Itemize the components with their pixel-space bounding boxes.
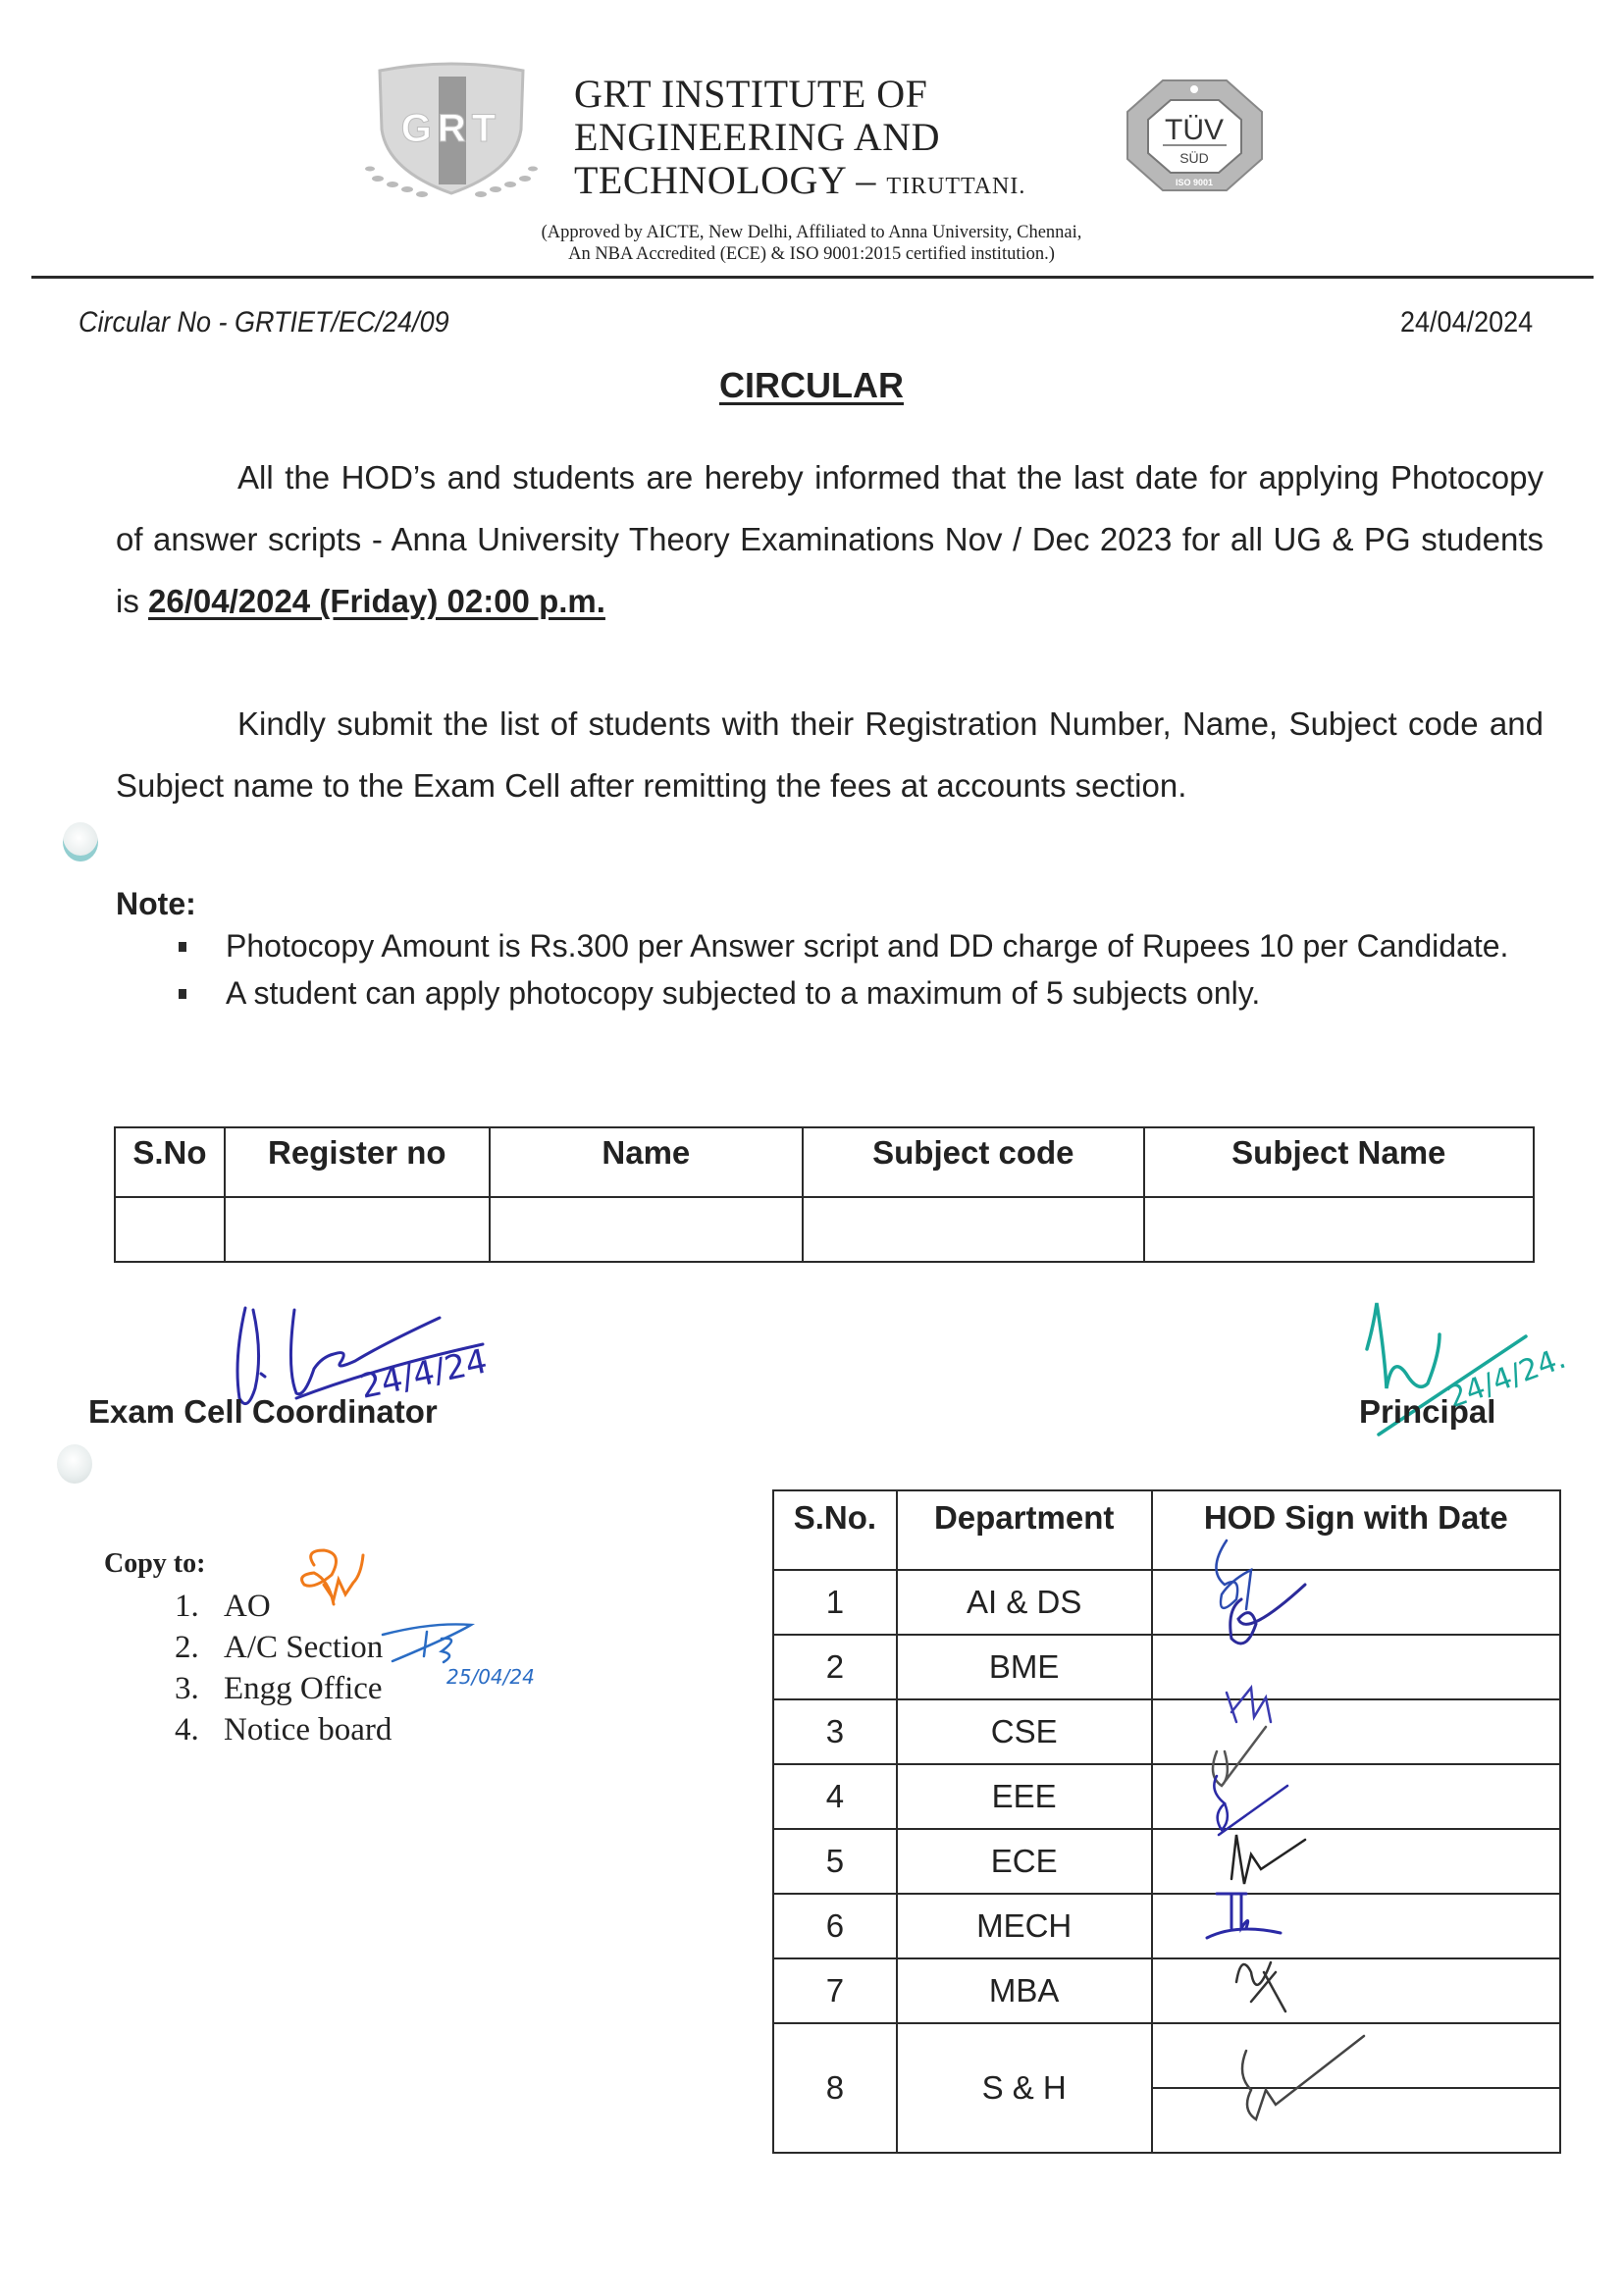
svg-text:25/04/24: 25/04/24 <box>446 1665 535 1689</box>
copy-to-item: 1. AO <box>175 1589 271 1624</box>
cell-sno <box>115 1197 225 1262</box>
institute-logo <box>348 61 554 208</box>
column-header-hod-sign: HOD Sign with Date <box>1152 1490 1561 1570</box>
institute-name-line-3: TECHNOLOGY – TIRUTTANI. <box>574 158 1026 202</box>
exam-cell-coordinator-label: Exam Cell Coordinator <box>88 1393 438 1430</box>
hod-signatures-icon <box>1197 1540 1393 2139</box>
column-header-register-no: Register no <box>225 1127 490 1197</box>
ac-section-signature-icon <box>373 1617 569 1689</box>
tuv-iso-badge <box>1124 77 1266 194</box>
column-header-sno: S.No <box>115 1127 225 1197</box>
table-row: 2 BME <box>773 1635 1560 1699</box>
hod-sign-table <box>772 1489 1561 2154</box>
copy-to-item: 4. Notice board <box>175 1712 393 1748</box>
note-label: Note: <box>116 886 196 921</box>
svg-text:SÜD: SÜD <box>1179 150 1209 166</box>
table-row: 3 CSE <box>773 1699 1560 1764</box>
circular-number: Circular No - GRTIET/EC/24/09 <box>79 306 449 339</box>
circular-title: CIRCULAR <box>719 365 904 405</box>
cell-register-no <box>225 1197 490 1262</box>
institute-name <box>574 73 1025 208</box>
circular-date: 24/04/2024 <box>1399 306 1533 339</box>
cell-subject-code <box>803 1197 1143 1262</box>
svg-text:TÜV: TÜV <box>1165 114 1224 146</box>
circular-paragraph-deadline: All the HOD’s and students are hereby informed that the last date for applying Photocopy of answer scripts - Anna University Theory Examinations Nov / Dec 2023 for all UG & PG students is 26/04/2024 (Friday) 02:00 p.m. <box>116 459 1544 619</box>
table-header-row <box>773 1490 1560 1570</box>
svg-text:24/4/24: 24/4/24 <box>356 1341 492 1407</box>
tuv-certification-icon <box>1124 77 1266 194</box>
column-header-sno: S.No. <box>773 1490 897 1570</box>
table-row: 7 MBA <box>773 1958 1560 2023</box>
institute-name-line-2: ENGINEERING AND <box>574 115 941 159</box>
note-item: Photocopy Amount is Rs.300 per Answer script and DD charge of Rupees 10 per Candidate. <box>177 922 1550 969</box>
column-header-subject-name: Subject Name <box>1144 1127 1534 1197</box>
table-row <box>115 1197 1534 1262</box>
svg-text:24/4/24.: 24/4/24. <box>1442 1340 1571 1416</box>
institute-name-line-1: GRT INSTITUTE OF <box>574 72 928 116</box>
column-header-name: Name <box>490 1127 803 1197</box>
student-list-table <box>114 1126 1535 1263</box>
letterhead-divider <box>31 276 1594 279</box>
note-list <box>177 922 1550 1017</box>
table-row: 8 S & H <box>773 2023 1560 2088</box>
table-row: 4 EEE <box>773 1764 1560 1829</box>
svg-text:GRT: GRT <box>400 107 502 150</box>
principal-label: Principal <box>1359 1393 1496 1430</box>
copy-to-label: Copy to: <box>104 1548 206 1579</box>
staple-hole-mark <box>63 822 98 861</box>
column-header-department: Department <box>897 1490 1152 1570</box>
note-item: A student can apply photocopy subjected to a maximum of 5 subjects only. <box>177 969 1550 1017</box>
deadline-date: 26/04/2024 (Friday) 02:00 p.m. <box>148 583 605 619</box>
copy-to-item: 2. A/C Section <box>175 1630 384 1665</box>
institute-city: TIRUTTANI. <box>886 174 1026 199</box>
accreditation-statement: (Approved by AICTE, New Delhi, Affiliated to Anna University, Chennai, An NBA Accredited (ECE) & ISO 9001:2015 certified institution.) <box>541 223 1082 264</box>
cell-subject-name <box>1144 1197 1534 1262</box>
column-header-subject-code: Subject code <box>803 1127 1143 1197</box>
table-row: 5 ECE <box>773 1829 1560 1894</box>
cell-name <box>490 1197 803 1262</box>
ao-signature-icon <box>285 1545 402 1614</box>
grt-shield-icon <box>348 61 554 208</box>
table-header-row <box>115 1127 1534 1197</box>
table-row: 1 AI & DS <box>773 1570 1560 1635</box>
staple-hole-mark <box>57 1444 92 1484</box>
table-row: 6 MECH <box>773 1894 1560 1958</box>
svg-text:ISO 9001: ISO 9001 <box>1175 178 1214 187</box>
circular-paragraph-submission: Kindly submit the list of students with their Registration Number, Name, Subject code and Subject name to the Exam Cell after remitting the fees at accounts section. <box>116 705 1544 804</box>
copy-to-item: 3. Engg Office <box>175 1671 383 1706</box>
